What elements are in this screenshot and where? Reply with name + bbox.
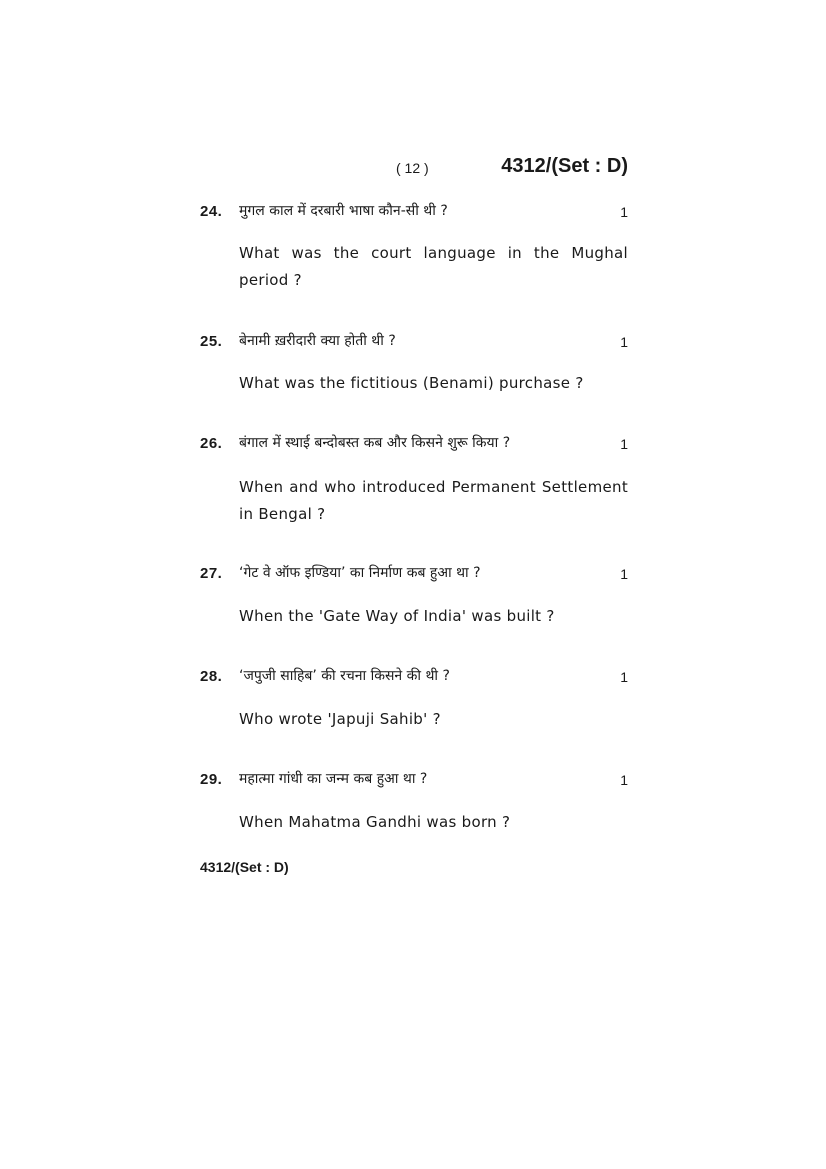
question-english-text: What was the fictitious (Benami) purchase ? — [239, 374, 584, 392]
footer-paper-code: 4312/(Set : D) — [200, 859, 289, 875]
question-marks: 1 — [620, 669, 628, 685]
question-hindi-text: ‘गेट वे ऑफ इण्डिया’ का निर्माण कब हुआ था ? — [239, 565, 481, 581]
question-number: 24. — [200, 203, 223, 220]
question-number: 27. — [200, 565, 223, 582]
question-marks: 1 — [620, 334, 628, 350]
page-number: ( 12 ) — [396, 160, 429, 176]
question-hindi-text: बंगाल में स्थाई बन्दोबस्त कब और किसने शुरू किया ? — [239, 435, 511, 451]
question-hindi-text: महात्मा गांधी का जन्म कब हुआ था ? — [239, 771, 428, 787]
question-english-text: Who wrote 'Japuji Sahib' ? — [239, 710, 441, 728]
header-paper-code: 4312/(Set : D) — [501, 155, 628, 177]
question-hindi-text: बेनामी ख़रीदारी क्या होती थी ? — [239, 333, 396, 349]
question-marks: 1 — [620, 772, 628, 788]
question-marks: 1 — [620, 436, 628, 452]
question-english-text: When the 'Gate Way of India' was built ? — [239, 607, 555, 625]
question-hindi-text: ‘जपुजी साहिब’ की रचना किसने की थी ? — [239, 668, 450, 684]
question-marks: 1 — [620, 566, 628, 582]
question-marks: 1 — [620, 204, 628, 220]
question-number: 28. — [200, 668, 223, 685]
question-number: 25. — [200, 333, 223, 350]
question-number: 29. — [200, 771, 223, 788]
question-hindi-text: मुगल काल में दरबारी भाषा कौन-सी थी ? — [239, 203, 448, 219]
question-english-text: When and who introduced Permanent Settlement in Bengal ? — [239, 478, 628, 523]
question-english-text: What was the court language in the Mughal period ? — [239, 244, 628, 289]
question-english-text: When Mahatma Gandhi was born ? — [239, 813, 511, 831]
question-number: 26. — [200, 435, 223, 452]
